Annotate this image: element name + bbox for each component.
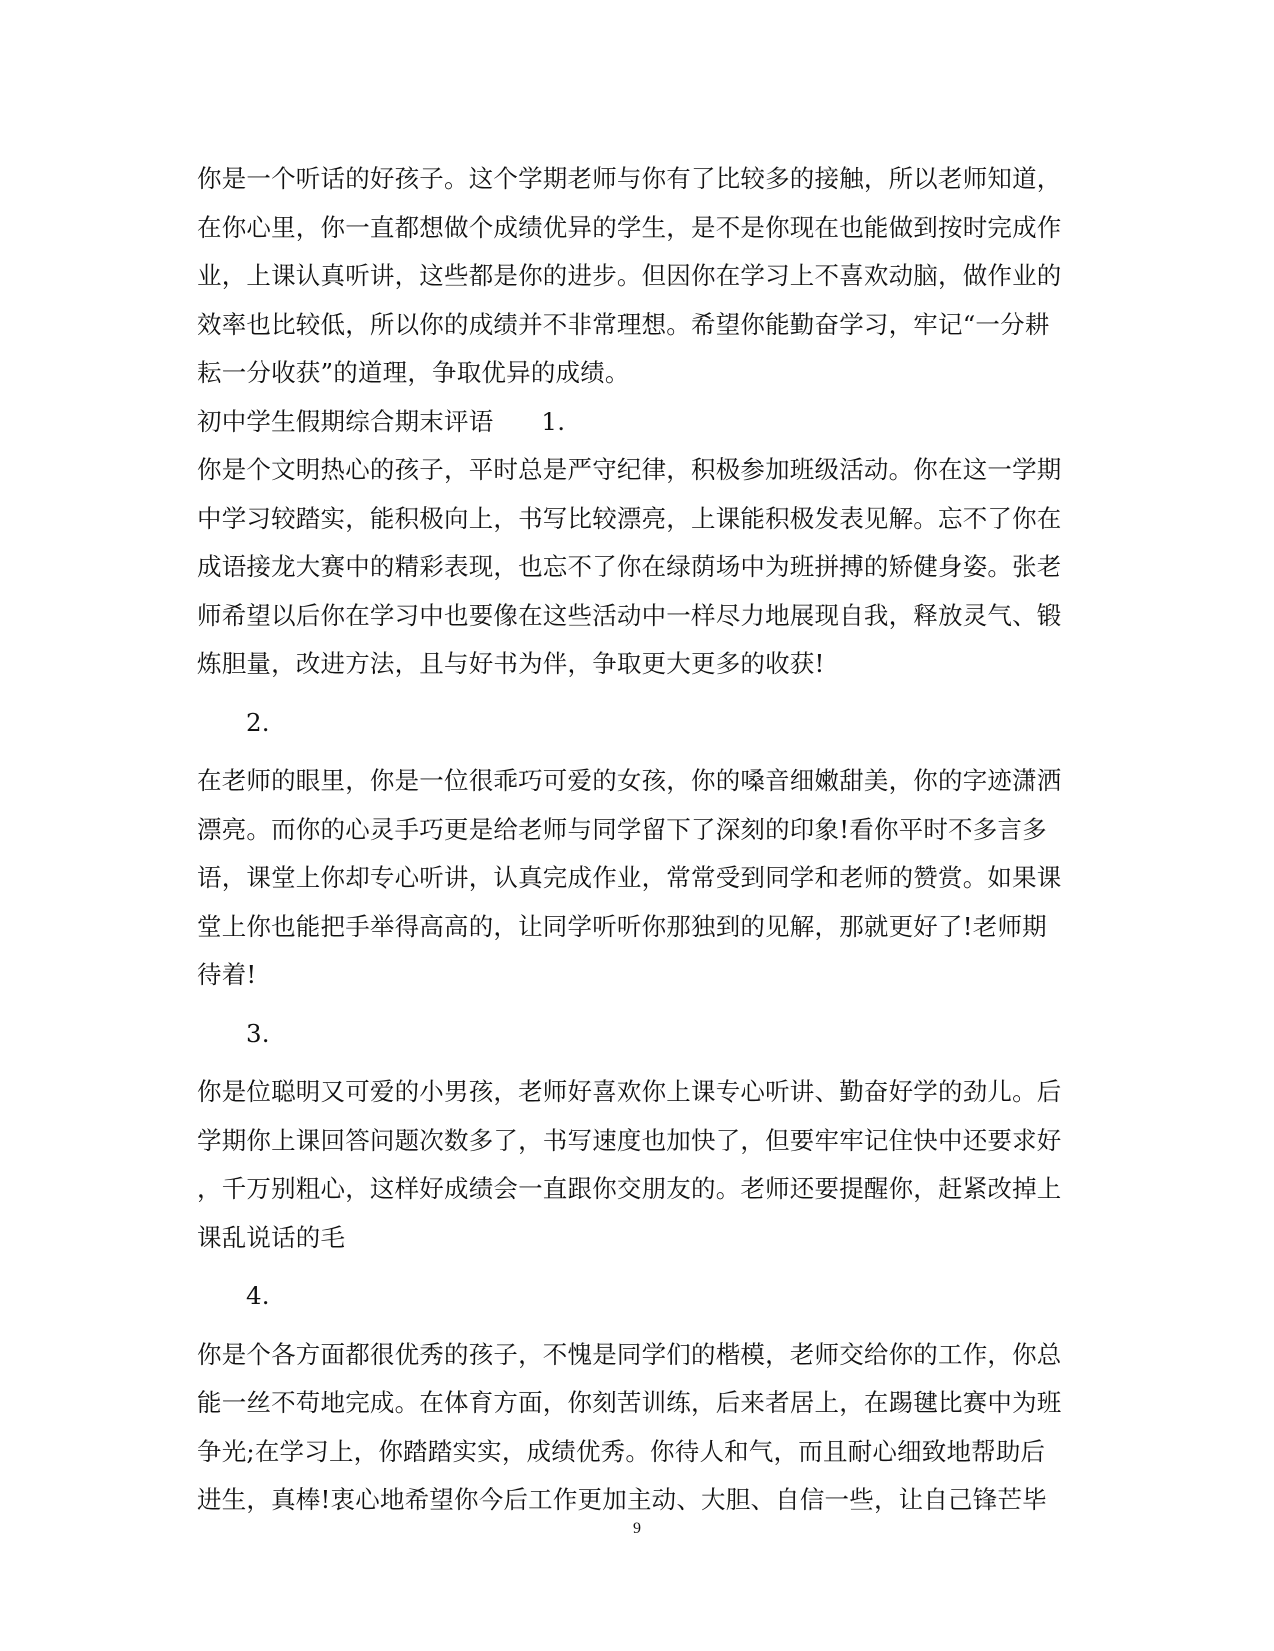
comment-paragraph-2 <box>197 757 1077 1000</box>
text-line: 漂亮。而你的心灵手巧更是给老师与同学留下了深刻的印象!看你平时不多言多 <box>197 814 1047 844</box>
text-line: 效率也比较低，所以你的成绩并不非常理想。希望你能勤奋学习，牢记“一分耕 <box>197 309 1050 339</box>
document-body <box>197 155 1077 1525</box>
text-line: 耘一分收获”的道理，争取优异的成绩。 <box>197 358 630 387</box>
text-line: 师希望以后你在学习中也要像在这些活动中一样尽力地展现自我，释放灵气、锻 <box>197 600 1062 630</box>
text-line: 待着! <box>197 960 257 989</box>
text-line: 你是一个听话的好孩子。这个学期老师与你有了比较多的接触，所以老师知道， <box>197 164 1062 193</box>
comment-paragraph-1 <box>197 446 1077 689</box>
text-line: 你是个文明热心的孩子，平时总是严守纪律，积极参加班级活动。你在这一学期 <box>197 455 1062 484</box>
item-number-4: 4. <box>246 1281 270 1310</box>
text-line: 在你心里，你一直都想做个成绩优异的学生，是不是你现在也能做到按时完成作 <box>197 212 1062 242</box>
intro-paragraph <box>197 155 1077 398</box>
text-line: 成语接龙大赛中的精彩表现，也忘不了你在绿荫场中为班拼搏的矫健身姿。张老 <box>197 552 1062 581</box>
item-number-2: 2. <box>246 707 270 737</box>
section-heading <box>197 398 1077 447</box>
page-number: 9 <box>633 1520 641 1537</box>
item-number-3: 3. <box>246 1018 270 1048</box>
text-line: 炼胆量，改进方法，且与好书为伴，争取更大更多的收获! <box>197 649 825 678</box>
text-line: 在老师的眼里，你是一位很乖巧可爱的女孩，你的嗓音细嫩甜美，你的字迹潇洒 <box>197 766 1062 795</box>
text-line: 你是个各方面都很优秀的孩子，不愧是同学们的楷模，老师交给你的工作，你总 <box>197 1339 1062 1369</box>
text-line: ，千万别粗心，这样好成绩会一直跟你交朋友的。老师还要提醒你，赶紧改掉上 <box>197 1174 1062 1203</box>
text-line: 进生，真棒!衷心地希望你今后工作更加主动、大胆、自信一些，让自己锋芒毕 <box>197 1485 1047 1514</box>
text-line: 学期你上课回答问题次数多了，书写速度也加快了，但要牢牢记住快中还要求好 <box>197 1125 1062 1155</box>
section-heading-text: 初中学生假期综合期末评语 <box>197 406 494 436</box>
comment-paragraph-4 <box>197 1331 1077 1525</box>
text-line: 堂上你也能把手举得高高的，让同学听听你那独到的见解，那就更好了!老师期 <box>197 911 1047 941</box>
text-line: 你是位聪明又可爱的小男孩，老师好喜欢你上课专心听讲、勤奋好学的劲儿。后 <box>197 1077 1062 1106</box>
comment-paragraph-3 <box>197 1068 1077 1262</box>
item-number-1: 1. <box>541 406 566 436</box>
text-line: 中学习较踏实，能积极向上，书写比较漂亮，上课能积极发表见解。忘不了你在 <box>197 503 1062 533</box>
text-line: 业，上课认真听讲，这些都是你的进步。但因你在学习上不喜欢动脑，做作业的 <box>197 261 1062 290</box>
text-line: 语，课堂上你却专心听讲，认真完成作业，常常受到同学和老师的赞赏。如果课 <box>197 863 1062 892</box>
text-line: 争光;在学习上，你踏踏实实，成绩优秀。你待人和气，而且耐心细致地帮助后 <box>197 1436 1046 1466</box>
text-line: 课乱说话的毛 <box>197 1222 346 1252</box>
text-line: 能一丝不苟地完成。在体育方面，你刻苦训练，后来者居上，在踢毽比赛中为班 <box>197 1388 1062 1417</box>
